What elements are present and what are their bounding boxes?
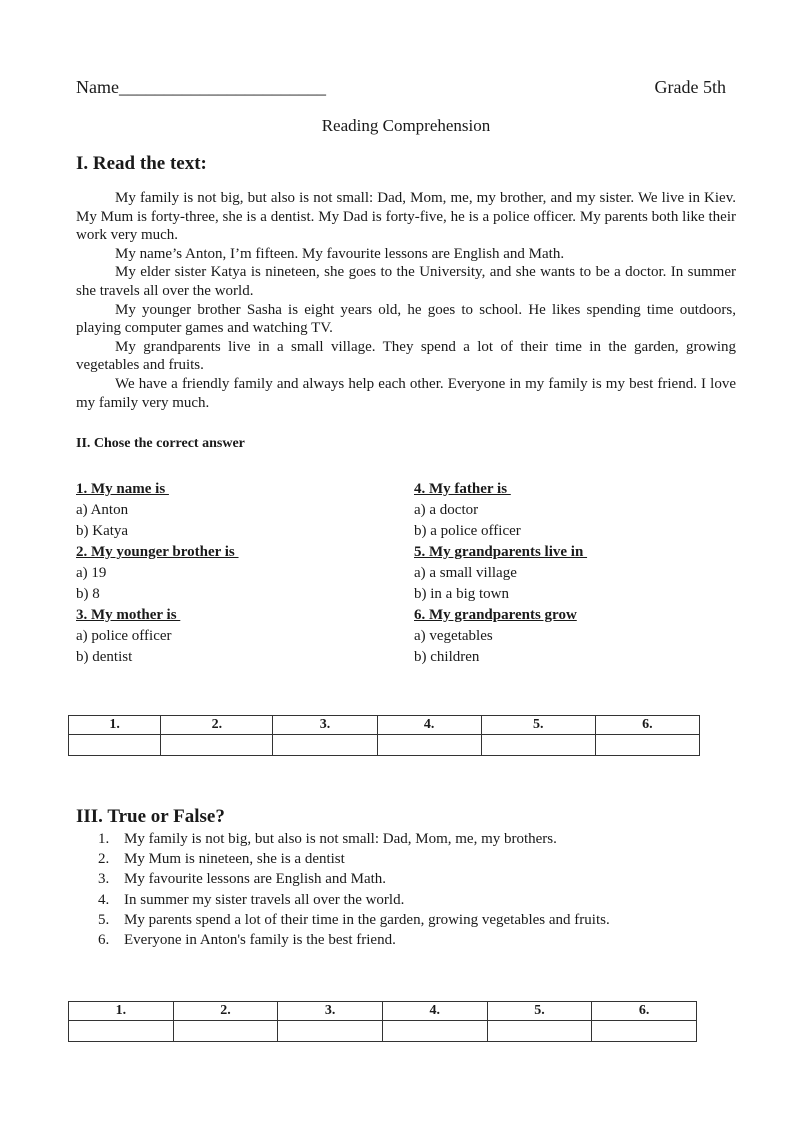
answer-cell[interactable] [377, 735, 481, 756]
answer-table-header: 3. [278, 1002, 383, 1021]
answer-cell[interactable] [595, 735, 699, 756]
list-item [98, 869, 610, 889]
answer-cell[interactable] [278, 1021, 383, 1042]
answer-option: b) Katya [76, 523, 129, 539]
answer-table-header: 2. [173, 1002, 278, 1021]
section-1-heading: I. Read the text: [76, 153, 207, 174]
answer-table-header: 4. [382, 1002, 487, 1021]
true-false-list [98, 829, 610, 950]
answer-option: b) a police officer [414, 523, 521, 539]
passage-paragraph: My name’s Anton, I’m fifteen. My favourite lessons are English and Math. [115, 245, 565, 262]
answer-cell[interactable] [273, 735, 377, 756]
grade-label: Grade 5th [654, 77, 726, 97]
list-item [98, 910, 610, 930]
list-item [98, 930, 610, 950]
list-item [98, 829, 610, 849]
answer-cell[interactable] [173, 1021, 278, 1042]
answer-table-section-2 [68, 715, 700, 756]
item-number: 1. [98, 831, 110, 847]
answer-cell[interactable] [382, 1021, 487, 1042]
item-text: My Mum is nineteen, she is a dentist [124, 851, 345, 868]
answer-option: b) in a big town [414, 586, 509, 602]
answer-option: a) 19 [76, 565, 107, 581]
section-2-heading: II. Chose the correct answer [76, 436, 245, 451]
item-number: 3. [98, 871, 110, 888]
question-label: 2. My younger brother is [76, 544, 239, 560]
answer-option: b) children [414, 649, 480, 665]
item-text: My favourite lessons are English and Math. [124, 871, 387, 888]
answer-table-header: 2. [161, 716, 273, 735]
passage-paragraph: My family is not big, but also is not small: Dad, Mom, me, my brother, and my sister. We live in Kiev. My Mum is forty-three, she is a dentist. My Dad is forty-five, he is a police officer. My parents both like their work very much. [76, 190, 736, 244]
item-number: 4. [98, 891, 110, 908]
answer-option: a) police officer [76, 628, 172, 644]
answer-option: a) a doctor [414, 502, 479, 518]
answer-table-header: 4. [377, 716, 481, 735]
answer-option: b) dentist [76, 649, 133, 665]
passage-paragraph: My grandparents live in a small village. They spend a lot of their time in the garden, growing vegetables and fruits. [76, 338, 736, 374]
answer-table-header: 1. [69, 716, 161, 735]
answer-table-header: 6. [592, 1002, 697, 1021]
item-text: My family is not big, but also is not small: Dad, Mom, me, my brothers. [124, 831, 557, 847]
answer-option: a) vegetables [414, 628, 493, 644]
answer-cell[interactable] [69, 1021, 174, 1042]
question-label: 3. My mother is [76, 607, 181, 623]
section-3-heading: III. True or False? [76, 806, 225, 827]
passage-paragraph: My elder sister Katya is nineteen, she goes to the University, and she wants to be a doctor. In summer she travels all over the world. [76, 264, 736, 299]
passage-paragraph: My younger brother Sasha is eight years old, he goes to school. He likes spending time outdoors, playing computer games and watching TV. [76, 301, 736, 337]
answer-option: a) a small village [414, 565, 517, 581]
list-item [98, 890, 610, 910]
answer-table-header: 5. [481, 716, 595, 735]
answer-cell[interactable] [487, 1021, 592, 1042]
answer-table-section-3 [68, 1001, 697, 1042]
passage-paragraph: We have a friendly family and always help each other. Everyone in my family is my best friend. I love my family very much. [76, 375, 736, 411]
reading-passage [76, 189, 736, 412]
answer-table-header: 5. [487, 1002, 592, 1021]
question-label: 1. My name is [76, 481, 169, 497]
answer-cell[interactable] [69, 735, 161, 756]
list-item [98, 849, 610, 869]
item-text: My parents spend a lot of their time in the garden, growing vegetables and fruits. [124, 911, 610, 928]
answer-cell[interactable] [592, 1021, 697, 1042]
page-title: Reading Comprehension [321, 116, 491, 135]
name-field-label: Name_______________________ [76, 77, 326, 97]
question-label: 6. My grandparents grow [414, 607, 577, 623]
answer-table-header: 6. [595, 716, 699, 735]
item-number: 6. [98, 932, 110, 949]
answer-option: a) Anton [76, 502, 129, 518]
answer-cell[interactable] [161, 735, 273, 756]
questions-right-column [414, 479, 714, 668]
answer-cell[interactable] [481, 735, 595, 756]
item-text: Everyone in Anton's family is the best friend. [124, 932, 396, 949]
item-text: In summer my sister travels all over the world. [124, 891, 405, 908]
question-label: 5. My grandparents live in [414, 544, 588, 560]
answer-table-header: 3. [273, 716, 377, 735]
item-number: 2. [98, 851, 110, 868]
questions-left-column [76, 479, 376, 668]
answer-table-header: 1. [69, 1002, 174, 1021]
answer-option: b) 8 [76, 586, 100, 602]
question-label: 4. My father is [414, 481, 511, 497]
item-number: 5. [98, 911, 110, 928]
